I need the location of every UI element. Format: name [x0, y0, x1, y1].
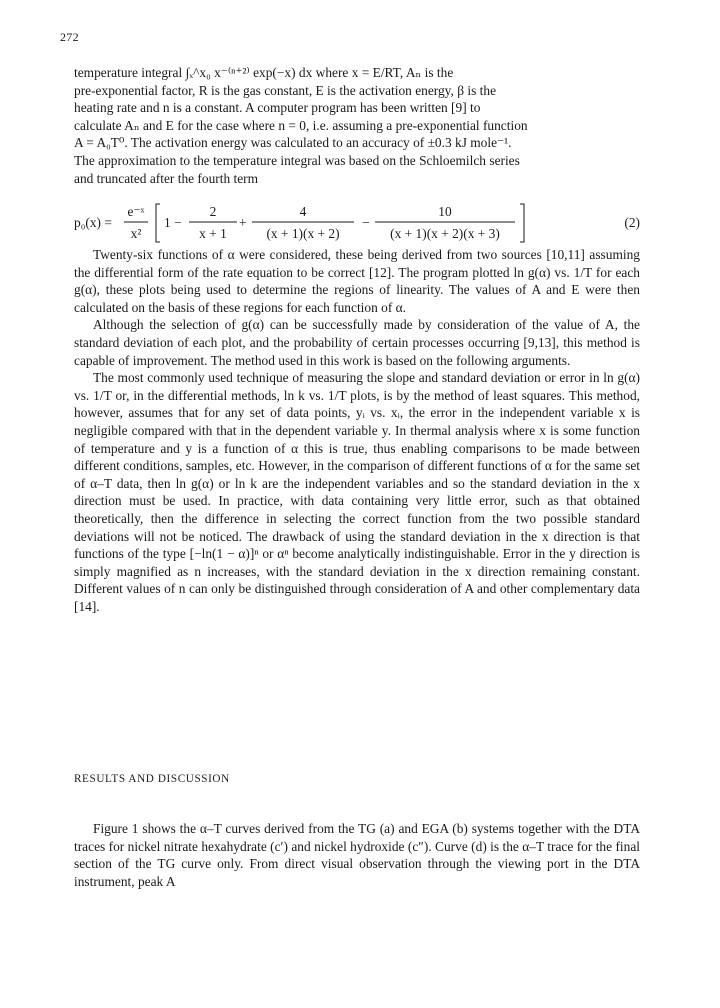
results-section [74, 820, 640, 890]
page-number: 272 [60, 30, 79, 44]
eq-term3-denominator: (x + 1)(x + 2)(x + 3) [390, 226, 500, 241]
eq-one-minus: 1 − [164, 215, 182, 230]
equation-2 [74, 198, 640, 246]
eq-prefactor-numerator: e⁻ˣ [127, 204, 145, 219]
eq-prefactor-denominator: x² [130, 226, 142, 241]
right-bracket [520, 204, 524, 242]
paragraph: Twenty-six functions of α were considered, these being derived from two sources [10,11] assuming the differential form of the rate equation to be correct [12]. The program plotted ln g(α) vs. 1/T for each g(α), these plots being used to determine the regions of linearity. The values of A and E were then calculated on the basis of these regions for each function of α. [74, 247, 640, 315]
text-line: pre-exponential factor, R is the gas constant, E is the activation energy, β is the [74, 82, 497, 98]
text-line: The approximation to the temperature integral was based on the Schloemilch series [74, 152, 520, 168]
text-line: and truncated after the fourth term [74, 170, 259, 186]
eq-term1-numerator: 2 [209, 204, 217, 219]
eq-term3-numerator: 10 [438, 204, 452, 219]
eq-term1-denominator: x + 1 [199, 226, 227, 241]
methods-section [74, 246, 640, 615]
eq-term2-numerator: 4 [299, 204, 307, 219]
left-bracket [156, 204, 160, 242]
paragraph: Figure 1 shows the α–T curves derived from the TG (a) and EGA (b) systems together with the DTA traces for nickel nitrate hexahydrate (c′) and nickel hydroxide (c″). Curve (d) is the α–T trace for the final section of the TG curve only. From direct visual observation through the viewing port in the DTA instrument, peak A [74, 821, 640, 889]
paragraph: The most commonly used technique of measuring the slope and standard deviation or error in ln g(α) vs. 1/T or, in the differential methods, ln k vs. 1/T plots, is by the method of least squares. This method, however, assumes that for any set of data points, yᵢ vs. xᵢ, the error in the independent variable x is negligible compared with that in the dependent variable y. In thermal analysis where x is some function of temperature and y is a function of α this is true, thus enabling comparisons to be made between different conditions, samples, etc. However, in the comparison of different functions of α for the same set of α–T data, then ln g(α) or ln k are the independent variables and so the standard deviation in the x direction must be used. In practice, with data containing very little error, such as that obtained theoretically, then the difference in selecting the correct function from the two possible standard deviations will not be noticed. The drawback of using the standard deviation in the x direction is that functions of the type [−ln(1 − α)]ⁿ or αⁿ become analytically indistinguishable. Error in the y direction is simply magnified as n increases, with the standard deviation in the x direction remaining constant. Different values of n can only be distinguished through consideration of A and other complementary data [14]. [74, 370, 640, 614]
text-line: heating rate and n is a constant. A computer program has been written [9] to [74, 100, 481, 116]
intro-paragraph [74, 64, 640, 187]
section-heading: RESULTS AND DISCUSSION [74, 773, 230, 785]
paragraph: Although the selection of g(α) can be successfully made by consideration of the value of A, the standard deviation of each plot, and the probability of certain processes occurring [9,13], this method is capable of improvement. The method used in this work is based on the following arguments. [74, 317, 640, 368]
text-line: A = A₀T⁰. The activation energy was calculated to an accuracy of ±0.3 kJ mole⁻¹. [74, 135, 512, 151]
text-line: calculate Aₙ and E for the case where n = 0, i.e. assuming a pre-exponential function [74, 117, 528, 133]
eq-term2-denominator: (x + 1)(x + 2) [266, 226, 340, 241]
eq-plus: + [239, 215, 247, 230]
text-line: temperature integral ∫ₓ^x₀ x⁻⁽ⁿ⁺²⁾ exp(−x) dx where x = E/RT, Aₙ is the [74, 65, 454, 80]
eq-minus: − [362, 215, 370, 230]
eq-lhs: p₀(x) = [74, 215, 112, 230]
eq-number: (2) [624, 215, 640, 230]
